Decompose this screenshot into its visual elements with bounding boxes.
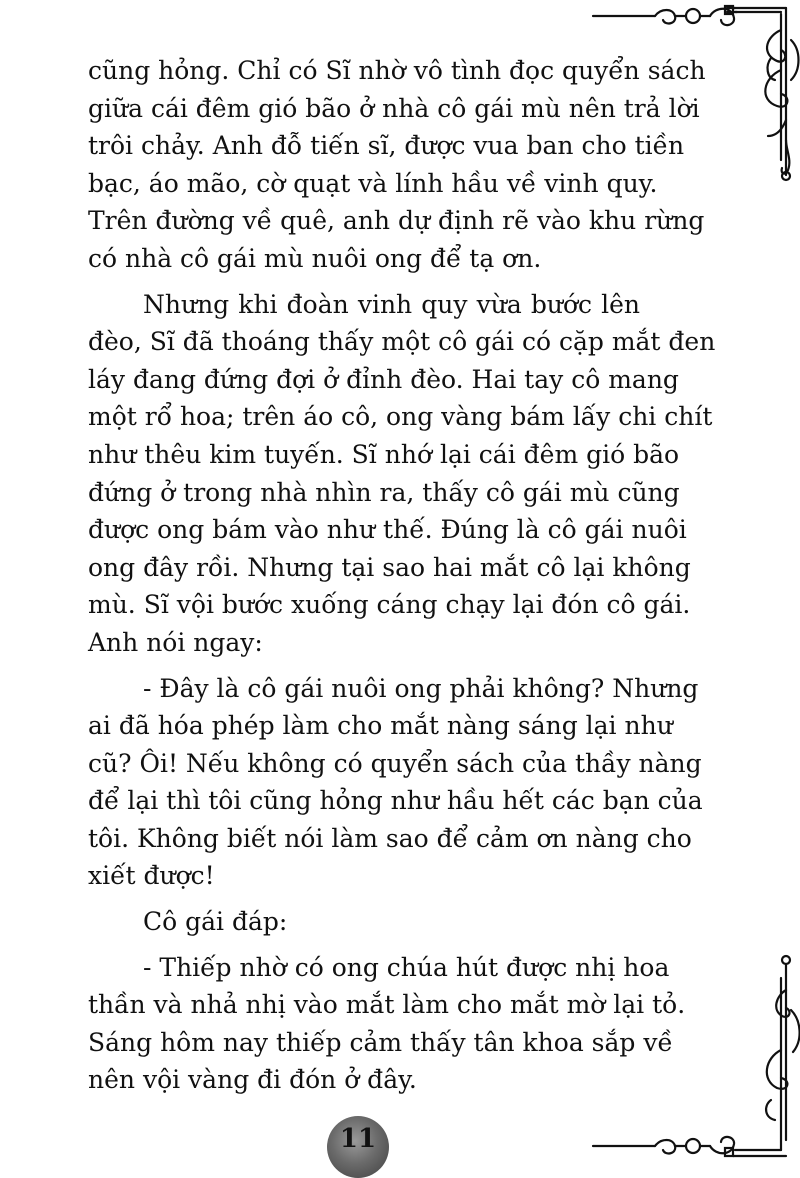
text-line: Nhưng khi đoàn vinh quy vừa bước lên bbox=[143, 289, 640, 319]
text-line: như thêu kim tuyến. Sĩ nhớ lại cái đêm gió bão bbox=[88, 439, 680, 469]
text-line: để lại thì tôi cũng hỏng như hầu hết các bạn của bbox=[88, 786, 703, 816]
text-line: - Đây là cô gái nuôi ong phải không? Nhưng bbox=[143, 673, 699, 703]
text-line: ong đây rồi. Nhưng tại sao hai mắt cô lại không bbox=[88, 552, 691, 582]
paragraph bbox=[88, 52, 706, 278]
paragraph-gap bbox=[88, 662, 640, 670]
paragraph-gap bbox=[88, 895, 640, 903]
text-line: Sáng hôm nay thiếp cảm thấy tân khoa sắp về bbox=[88, 1027, 673, 1057]
text-line: nên vội vàng đi đón ở đây. bbox=[88, 1065, 417, 1095]
text-line: tôi. Không biết nói làm sao để cảm ơn nàng cho bbox=[88, 823, 692, 853]
text-line: xiết được! bbox=[88, 861, 215, 891]
text-line: thần và nhả nhị vào mắt làm cho mắt mờ lại tỏ. bbox=[88, 990, 686, 1020]
text-line: giữa cái đêm gió bão ở nhà cô gái mù nên trả lời bbox=[88, 93, 700, 123]
text-line: được ong bám vào như thế. Đúng là cô gái nuôi bbox=[88, 515, 687, 545]
text-line: mù. Sĩ vội bước xuống cáng chạy lại đón cô gái. bbox=[88, 590, 691, 620]
paragraph-gap bbox=[88, 278, 640, 286]
text-line: Trên đường về quê, anh dự định rẽ vào khu rừng bbox=[88, 206, 705, 236]
paragraph-gap bbox=[88, 941, 640, 949]
text-line: trôi chảy. Anh đỗ tiến sĩ, được vua ban cho tiền bbox=[88, 131, 685, 161]
text-line: Anh nói ngay: bbox=[88, 627, 263, 657]
text-line: đứng ở trong nhà nhìn ra, thấy cô gái mù cũng bbox=[88, 477, 680, 507]
text-line: - Thiếp nhờ có ong chúa hút được nhị hoa bbox=[143, 952, 670, 982]
paragraph bbox=[88, 286, 716, 662]
paragraph bbox=[88, 949, 686, 1099]
text-line: Cô gái đáp: bbox=[143, 907, 288, 937]
paragraph bbox=[88, 903, 640, 941]
page-body-text bbox=[88, 52, 716, 1099]
text-line: láy đang đứng đợi ở đỉnh đèo. Hai tay cô mang bbox=[88, 364, 679, 394]
paragraph bbox=[88, 670, 703, 896]
text-line: cũ? Ôi! Nếu không có quyển sách của thầy nàng bbox=[88, 748, 702, 778]
text-line: ai đã hóa phép làm cho mắt nàng sáng lại như bbox=[88, 711, 673, 741]
text-line: đèo, Sĩ đã thoáng thấy một cô gái có cặp mắt đen bbox=[88, 327, 716, 357]
text-line: một rổ hoa; trên áo cô, ong vàng bám lấy chi chít bbox=[88, 402, 713, 432]
text-line: bạc, áo mão, cờ quạt và lính hầu về vinh quy. bbox=[88, 168, 658, 198]
text-line: có nhà cô gái mù nuôi ong để tạ ơn. bbox=[88, 243, 542, 273]
text-line: cũng hỏng. Chỉ có Sĩ nhờ vô tình đọc quyển sách bbox=[88, 56, 706, 85]
page-number: 11 bbox=[339, 1124, 377, 1154]
